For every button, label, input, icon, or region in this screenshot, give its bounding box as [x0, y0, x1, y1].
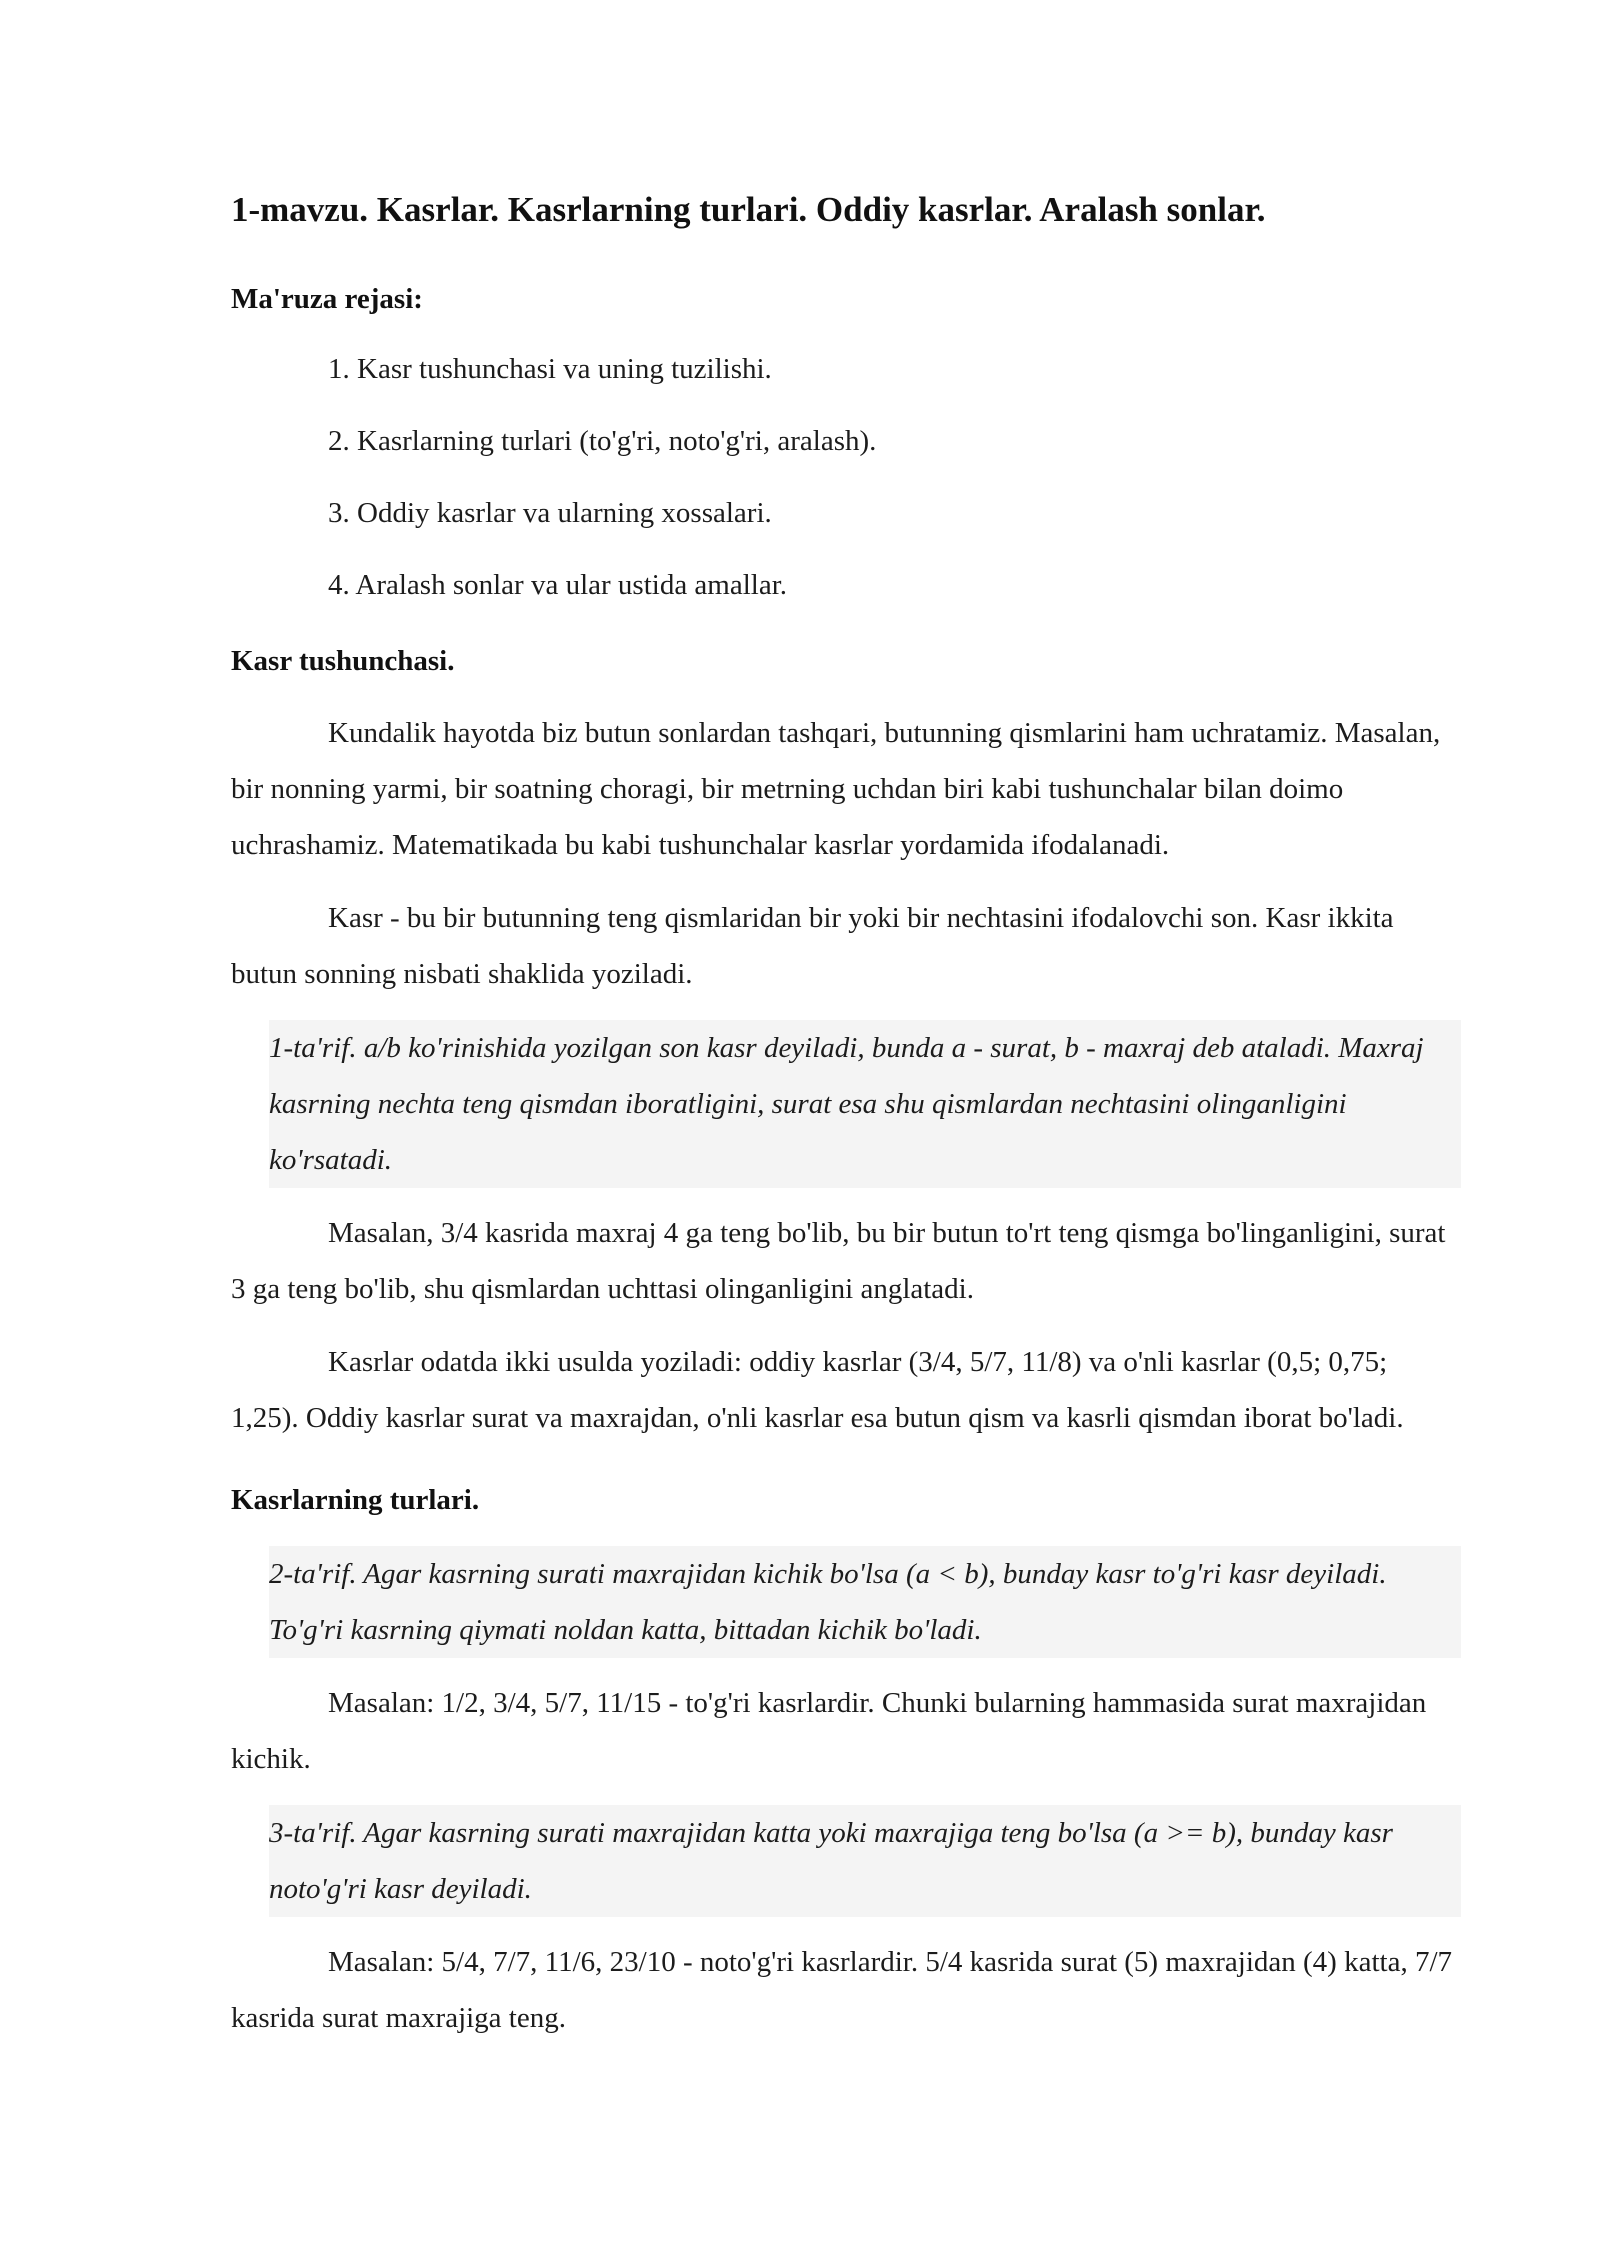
paragraph: Kasr - bu bir butunning teng qismlaridan bir yoki bir nechtasini ifodalovchi son. Kasr ikkita butun sonning nisbati shaklida yoziladi. [231, 902, 1394, 990]
paragraph: Masalan: 1/2, 3/4, 5/7, 11/15 - to'g'ri kasrlardir. Chunki bularning hammasida surat maxrajidan kichik. [231, 1687, 1427, 1775]
paragraph: Masalan, 3/4 kasrida maxraj 4 ga teng bo'lib, bu bir butun to'rt teng qismga bo'linganligini, surat 3 ga teng bo'lib, shu qismlardan uchttasi olinganligini anglatadi. [231, 1217, 1446, 1305]
definition-block: 1-ta'rif. a/b ko'rinishida yozilgan son kasr deyiladi, bunda a - surat, b - maxraj deb ataladi. Maxraj kasrning nechta teng qismdan iboratligini, surat esa shu qismlardan nechtasini olinganligini ko'rsatadi. [269, 1020, 1461, 1188]
paragraph: Kasrlar odatda ikki usulda yoziladi: oddiy kasrlar (3/4, 5/7, 11/8) va o'nli kasrlar (0,5; 0,75; 1,25). Oddiy kasrlar surat va maxrajdan, o'nli kasrlar esa butun qism va kasrli qismdan iborat bo'ladi. [231, 1346, 1404, 1434]
paragraph: Masalan: 5/4, 7/7, 11/6, 23/10 - noto'g'ri kasrlardir. 5/4 kasrida surat (5) maxrajidan (4) katta, 7/7 kasrida surat maxrajiga teng. [231, 1946, 1453, 2034]
plan-item: 3. Oddiy kasrlar va ularning xossalari. [328, 497, 772, 529]
section-heading-kasr-tushunchasi: Kasr tushunchasi. [231, 645, 455, 677]
plan-list [231, 341, 1461, 613]
plan-heading: Ma'ruza rejasi: [231, 283, 423, 315]
section-heading-kasrlarning-turlari: Kasrlarning turlari. [231, 1484, 480, 1516]
page-title: 1-mavzu. Kasrlar. Kasrlarning turlari. Oddiy kasrlar. Aralash sonlar. [231, 190, 1266, 229]
definition-block: 3-ta'rif. Agar kasrning surati maxrajidan katta yoki maxrajiga teng bo'lsa (a >= b), bunday kasr noto'g'ri kasr deyiladi. [269, 1805, 1461, 1917]
plan-item: 1. Kasr tushunchasi va uning tuzilishi. [328, 353, 772, 385]
plan-item: 4. Aralash sonlar va ular ustida amallar. [328, 569, 788, 601]
document-page [231, 0, 1461, 2046]
definition-block: 2-ta'rif. Agar kasrning surati maxrajidan kichik bo'lsa (a < b), bunday kasr to'g'ri kasr deyiladi. To'g'ri kasrning qiymati noldan katta, bittadan kichik bo'ladi. [269, 1546, 1461, 1658]
paragraph: Kundalik hayotda biz butun sonlardan tashqari, butunning qismlarini ham uchratamiz. Masalan, bir nonning yarmi, bir soatning choragi, bir metrning uchdan biri kabi tushunchalar bilan doimo uchrashamiz. Matematikada bu kabi tushunchalar kasrlar yordamida ifodalanadi. [231, 717, 1441, 861]
plan-item: 2. Kasrlarning turlari (to'g'ri, noto'g'ri, aralash). [328, 425, 877, 457]
